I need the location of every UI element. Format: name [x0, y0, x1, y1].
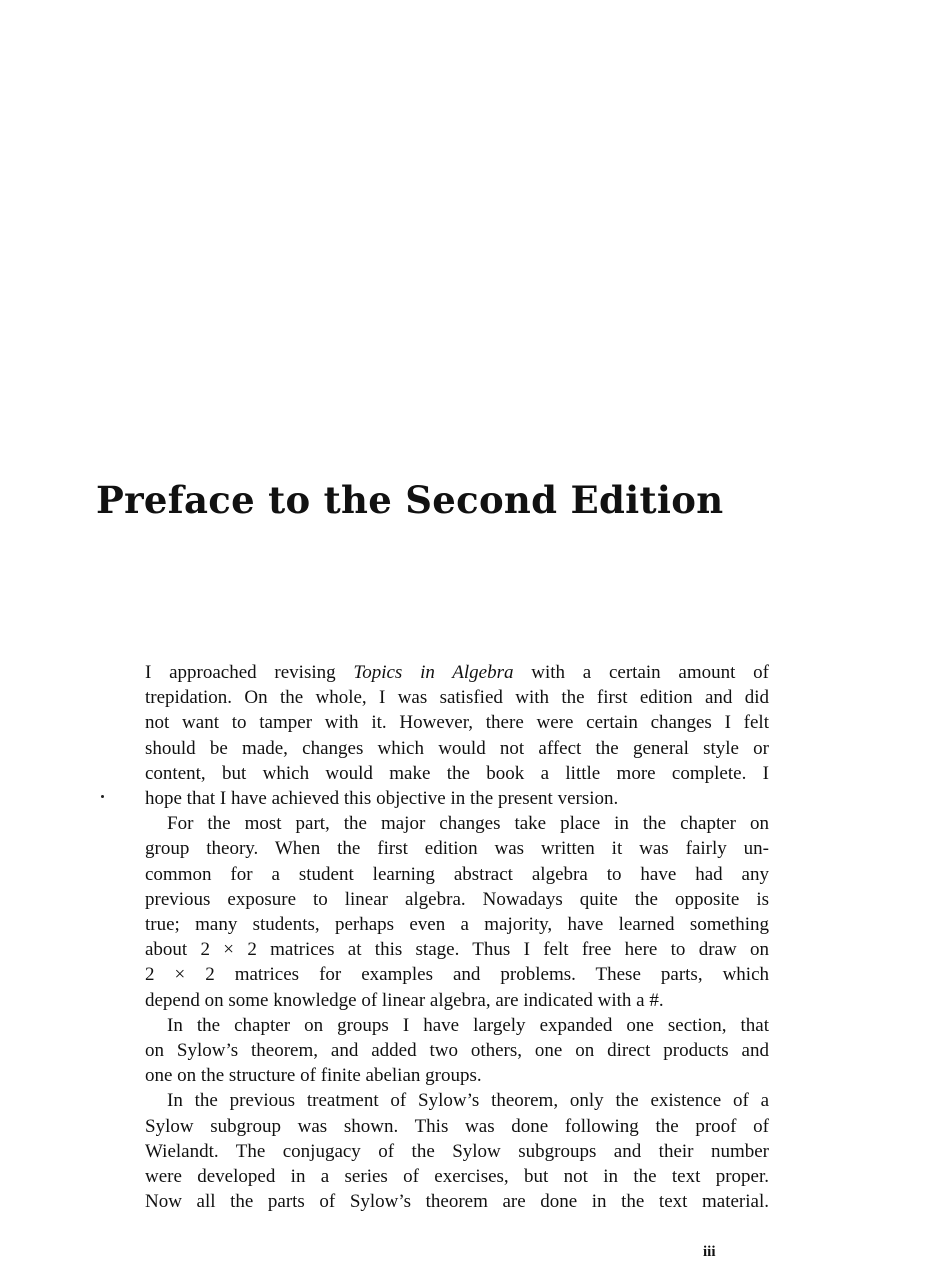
text-line: I approached revising Topics in Algebra with a certain amount of	[145, 662, 770, 683]
text-line: trepidation. On the whole, I was satisfied with the first edition and did	[145, 687, 769, 709]
page-number: iii	[703, 1244, 716, 1260]
text-line: should be made, changes which would not affect the general style or	[145, 737, 769, 759]
text-line: hope that I have achieved this objective in the present version.	[145, 788, 619, 810]
text-line: common for a student learning abstract algebra to have had any	[145, 863, 769, 885]
text-line: Wielandt. The conjugacy of the Sylow subgroups and their number	[145, 1140, 769, 1162]
paragraph-2	[145, 811, 769, 1013]
text-line: depend on some knowledge of linear algebra, are indicated with a #.	[145, 989, 664, 1011]
text-line: Now all the parts of Sylow’s theorem are done in the text material.	[145, 1191, 769, 1213]
text-line: one on the structure of finite abelian groups.	[145, 1065, 482, 1087]
text-line: not want to tamper with it. However, there were certain changes I felt	[145, 712, 769, 734]
text-line: In the previous treatment of Sylow’s theorem, only the existence of a	[167, 1090, 769, 1112]
text-line: content, but which would make the book a little more complete. I	[145, 762, 769, 784]
preface-body	[145, 660, 769, 1214]
book-title-italic: Topics in Algebra	[353, 662, 514, 683]
text-line: Sylow subgroup was shown. This was done following the proof of	[145, 1115, 769, 1137]
paragraph-1	[145, 660, 769, 811]
text-line: group theory. When the first edition was written it was fairly un-	[145, 838, 769, 860]
text-line: were developed in a series of exercises, but not in the text proper.	[145, 1166, 769, 1188]
text-line: For the most part, the major changes take place in the chapter on	[167, 813, 769, 835]
text-line: on Sylow’s theorem, and added two others, one on direct products and	[145, 1040, 769, 1062]
text-line: about 2 × 2 matrices at this stage. Thus I felt free here to draw on	[145, 939, 769, 961]
text-line: previous exposure to linear algebra. Nowadays quite the opposite is	[145, 888, 769, 910]
stray-ink-dot	[101, 795, 104, 798]
text-line: In the chapter on groups I have largely expanded one section, that	[167, 1014, 769, 1036]
paragraph-4	[145, 1088, 769, 1214]
text-line: 2 × 2 matrices for examples and problems. These parts, which	[145, 964, 769, 986]
page-title: Preface to the Second Edition	[96, 478, 724, 522]
paragraph-3	[145, 1013, 769, 1089]
text-line: true; many students, perhaps even a majority, have learned something	[145, 914, 769, 936]
